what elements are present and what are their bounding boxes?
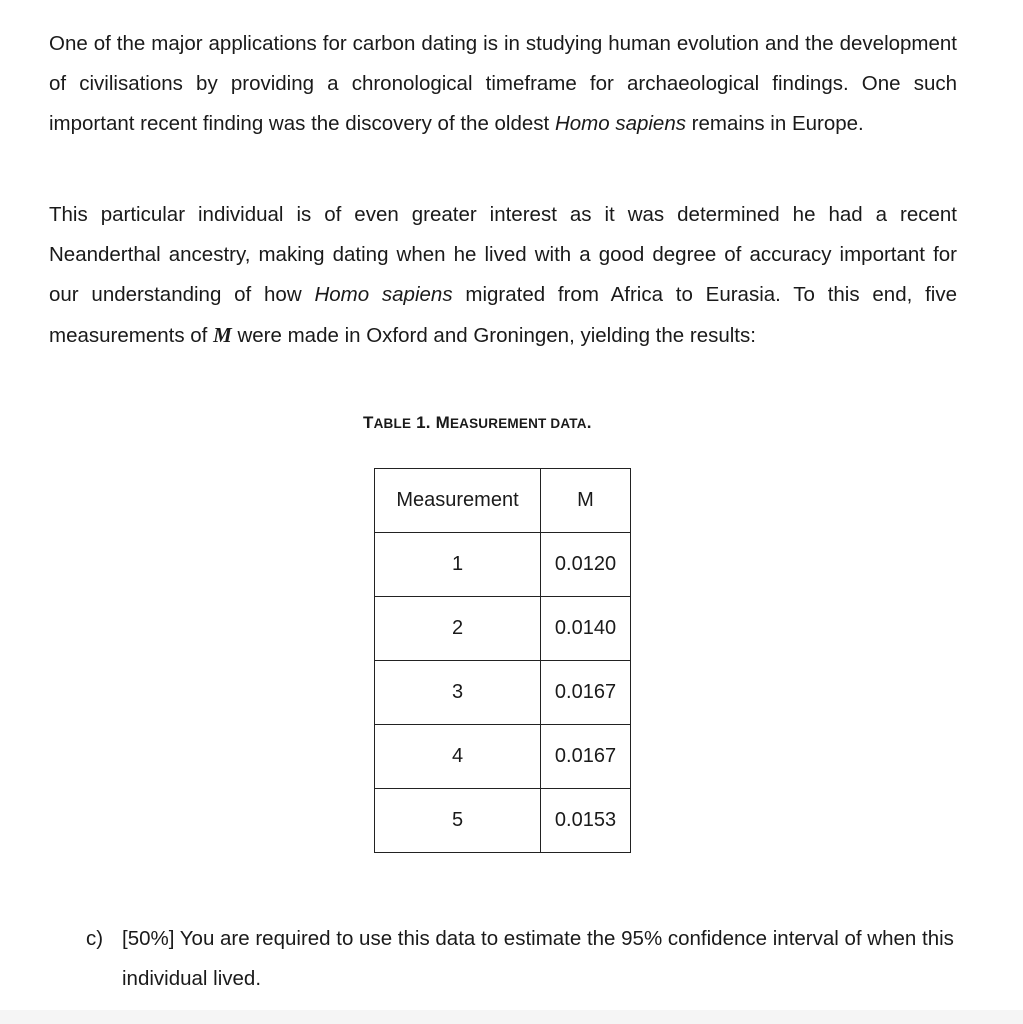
table-row (375, 597, 631, 661)
measurement-number: 5 (375, 789, 541, 853)
caption-part-2: ABLE (373, 416, 412, 431)
context-species-name: Homo sapiens (314, 283, 453, 306)
measurement-number: 4 (375, 725, 541, 789)
table-caption (363, 413, 592, 433)
intro-text-2: remains in Europe. (685, 112, 864, 135)
measurement-value: 0.0120 (541, 533, 631, 597)
page-bottom-edge (0, 1010, 1023, 1024)
intro-species-name: Homo sapiens (554, 112, 686, 135)
intro-paragraph (49, 24, 957, 144)
intro-text-1: One of the major applications for carbon dating is in studying human evolution and the development of civilisations by providing a chronological timeframe for archaeological findings. One such important recent finding was the discovery of the oldest (49, 32, 957, 135)
context-text-2: migrated from Africa to Eurasia. To this end, five measurements of (49, 283, 957, 347)
table-row (375, 661, 631, 725)
table-row (375, 789, 631, 853)
measurement-number: 2 (375, 597, 541, 661)
context-paragraph (49, 195, 957, 356)
measurement-value: 0.0167 (541, 661, 631, 725)
context-text-1: This particular individual is of even greater interest as it was determined he had a recent Neanderthal ancestry, making dating when he lived with a good degree of accuracy important for our understanding of how (49, 203, 957, 306)
caption-part-1: T (363, 413, 374, 432)
measurement-value: 0.0153 (541, 789, 631, 853)
context-text-3: were made in Oxford and Groningen, yielding the results: (231, 324, 756, 347)
variable-m: M (213, 323, 232, 347)
measurement-number: 3 (375, 661, 541, 725)
table-row (375, 725, 631, 789)
measurement-number: 1 (375, 533, 541, 597)
caption-part-3: 1. M (411, 413, 450, 432)
table-row (375, 533, 631, 597)
measurement-table (374, 468, 631, 853)
header-measurement: Measurement (375, 469, 541, 533)
caption-part-4: EASUREMENT DATA (449, 416, 587, 431)
question-text: [50%] You are required to use this data to estimate the 95% confidence interval of when this individual lived. (122, 927, 954, 990)
table-header-row (375, 469, 631, 533)
header-m: M (541, 469, 631, 533)
question-c (86, 919, 956, 999)
measurement-value: 0.0167 (541, 725, 631, 789)
question-label: c) (86, 927, 104, 950)
caption-part-5: . (586, 413, 592, 432)
measurement-value: 0.0140 (541, 597, 631, 661)
